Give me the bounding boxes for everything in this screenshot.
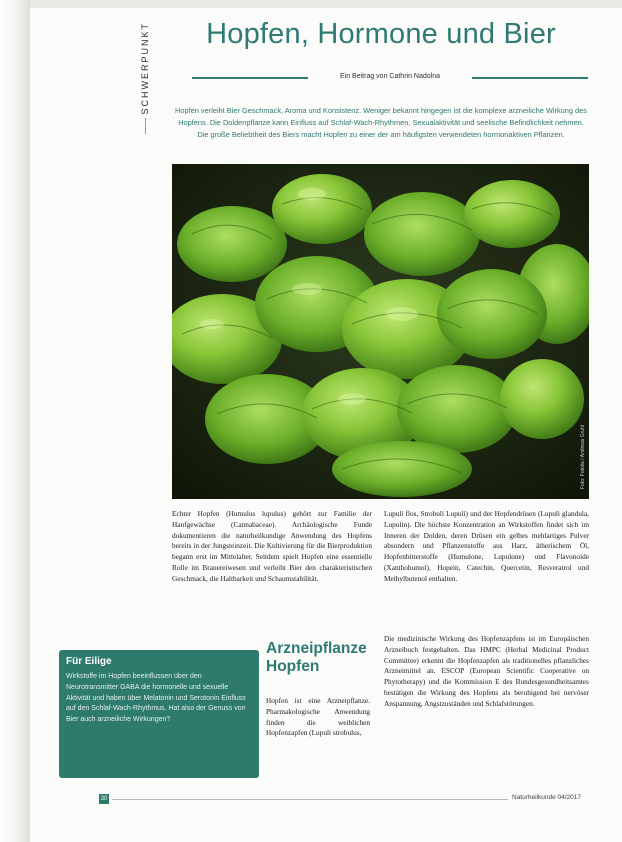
- byline-rule-left: [192, 77, 308, 79]
- page-number: 30: [100, 796, 108, 802]
- body-paragraph-4: Hopfen ist eine Arzneipflanze. Pharmakologische Anwendung finden die weiblichen Hopfenzapfen (Lupuli strobulus,: [266, 696, 370, 738]
- summary-box: [59, 650, 259, 778]
- hop-cones-illustration: [172, 164, 589, 499]
- byline: Ein Beitrag von Cathrin Nadolna: [310, 70, 470, 84]
- body-paragraph-1: Echter Hopfen (Humulus lupulus) gehört zur Familie der Hanfgewächse (Cannabaceae). Archäologische Funde dokumentieren die naturheilkundige Anwendung des Hopfens bereits in der Jungsteinzeit. Die Kultivierung für die Bierproduktion begann erst im Mittelalter. Seitdem spielt Hopfen eine essentielle Rolle im Brauereiwesen und verleiht Bier den charakteristischen Geschmack, die Haltbarkeit und Schaumstabilität.: [172, 509, 372, 583]
- byline-rule-right: [472, 77, 588, 79]
- body-column-1: [172, 509, 372, 585]
- body-paragraph-2: Lupuli flos, Strobuli Lupuli) und der Hopfendrüsen (Lupuli glandula, Lupulin). Die höchste Konzentration an Wirkstoffen findet sich im Inneren der Dolden, deren Drüsen ein gelbes mehlartiges Pulver absondern und Pflanzenstoffe aus Harz, ätherischem Öl, Hopfenbitterstoffe (Humulone, Lupulone) und Flavonoide (Xanthohumol), Hopein, Catechin, Quercetin, Resveratrol und Methylbutenol enthalten.: [384, 509, 589, 583]
- body-column-1b: [266, 696, 370, 739]
- hop-cones-photo: [172, 164, 589, 499]
- photo-credit: Foto: Fotolia / Andreas Gruhl: [580, 425, 586, 489]
- body-paragraph-3: Die medizinische Wirkung des Hopfenzapfens ist im Europäischen Arzneibuch festgehalten. Das HMPC (Herbal Medicinal Product Committee) erkennt die Hopfenzapfen als traditionelles pflanzliches Arzneimittel an. ESCOP (European Scientific Cooperative on Phytotherapy) und die Kommission E des Bundesgesundheitsamtes bestätigen die Wirkung des Hopfens als beruhigend bei nervöser Anspannung, Angstzuständen und Schlafstörungen.: [384, 634, 589, 708]
- subheading: Arzneipflanze Hopfen: [266, 640, 367, 675]
- article-title: Hopfen, Hormone und Bier: [206, 18, 556, 50]
- body-column-2: [384, 509, 589, 585]
- footer-rule: [112, 799, 508, 800]
- section-divider: [145, 118, 146, 134]
- summary-box-text: Wirkstoffe im Hopfen beeinflussen über den Neurotransmitter GABA die hormonelle und sexuelle Aktivität und haben über Melatonin und Serotonin Einfluss auf den Schlaf-Wach-Rhythmus. Hat also der Genuss von Bier auch arzneiliche Wirkungen?: [66, 673, 246, 724]
- summary-box-title: Für Eilige: [66, 656, 112, 667]
- body-column-2b: [384, 634, 589, 710]
- journal-name: Naturheilkunde 04/2017: [512, 794, 582, 801]
- lead-paragraph: Hopfen verleiht Bier Geschmack, Aroma und Konsistenz. Weniger bekannt hingegen ist die komplexe arzneiliche Wirkung des Hopfens. Die Doldenpflanze kann Einfluss auf Schlaf-Wach-Rhythmen, Sexualaktivität und seelische Befindlichkeit nehmen. Die große Beliebtheit des Biers macht Hopfen zu einer der am häufigsten verwendeten hormonaktiven Pflanzen.: [175, 106, 587, 139]
- section-label: SCHWERPUNKT: [140, 22, 150, 115]
- byline-bar: [192, 70, 588, 84]
- page-gutter: [0, 0, 30, 842]
